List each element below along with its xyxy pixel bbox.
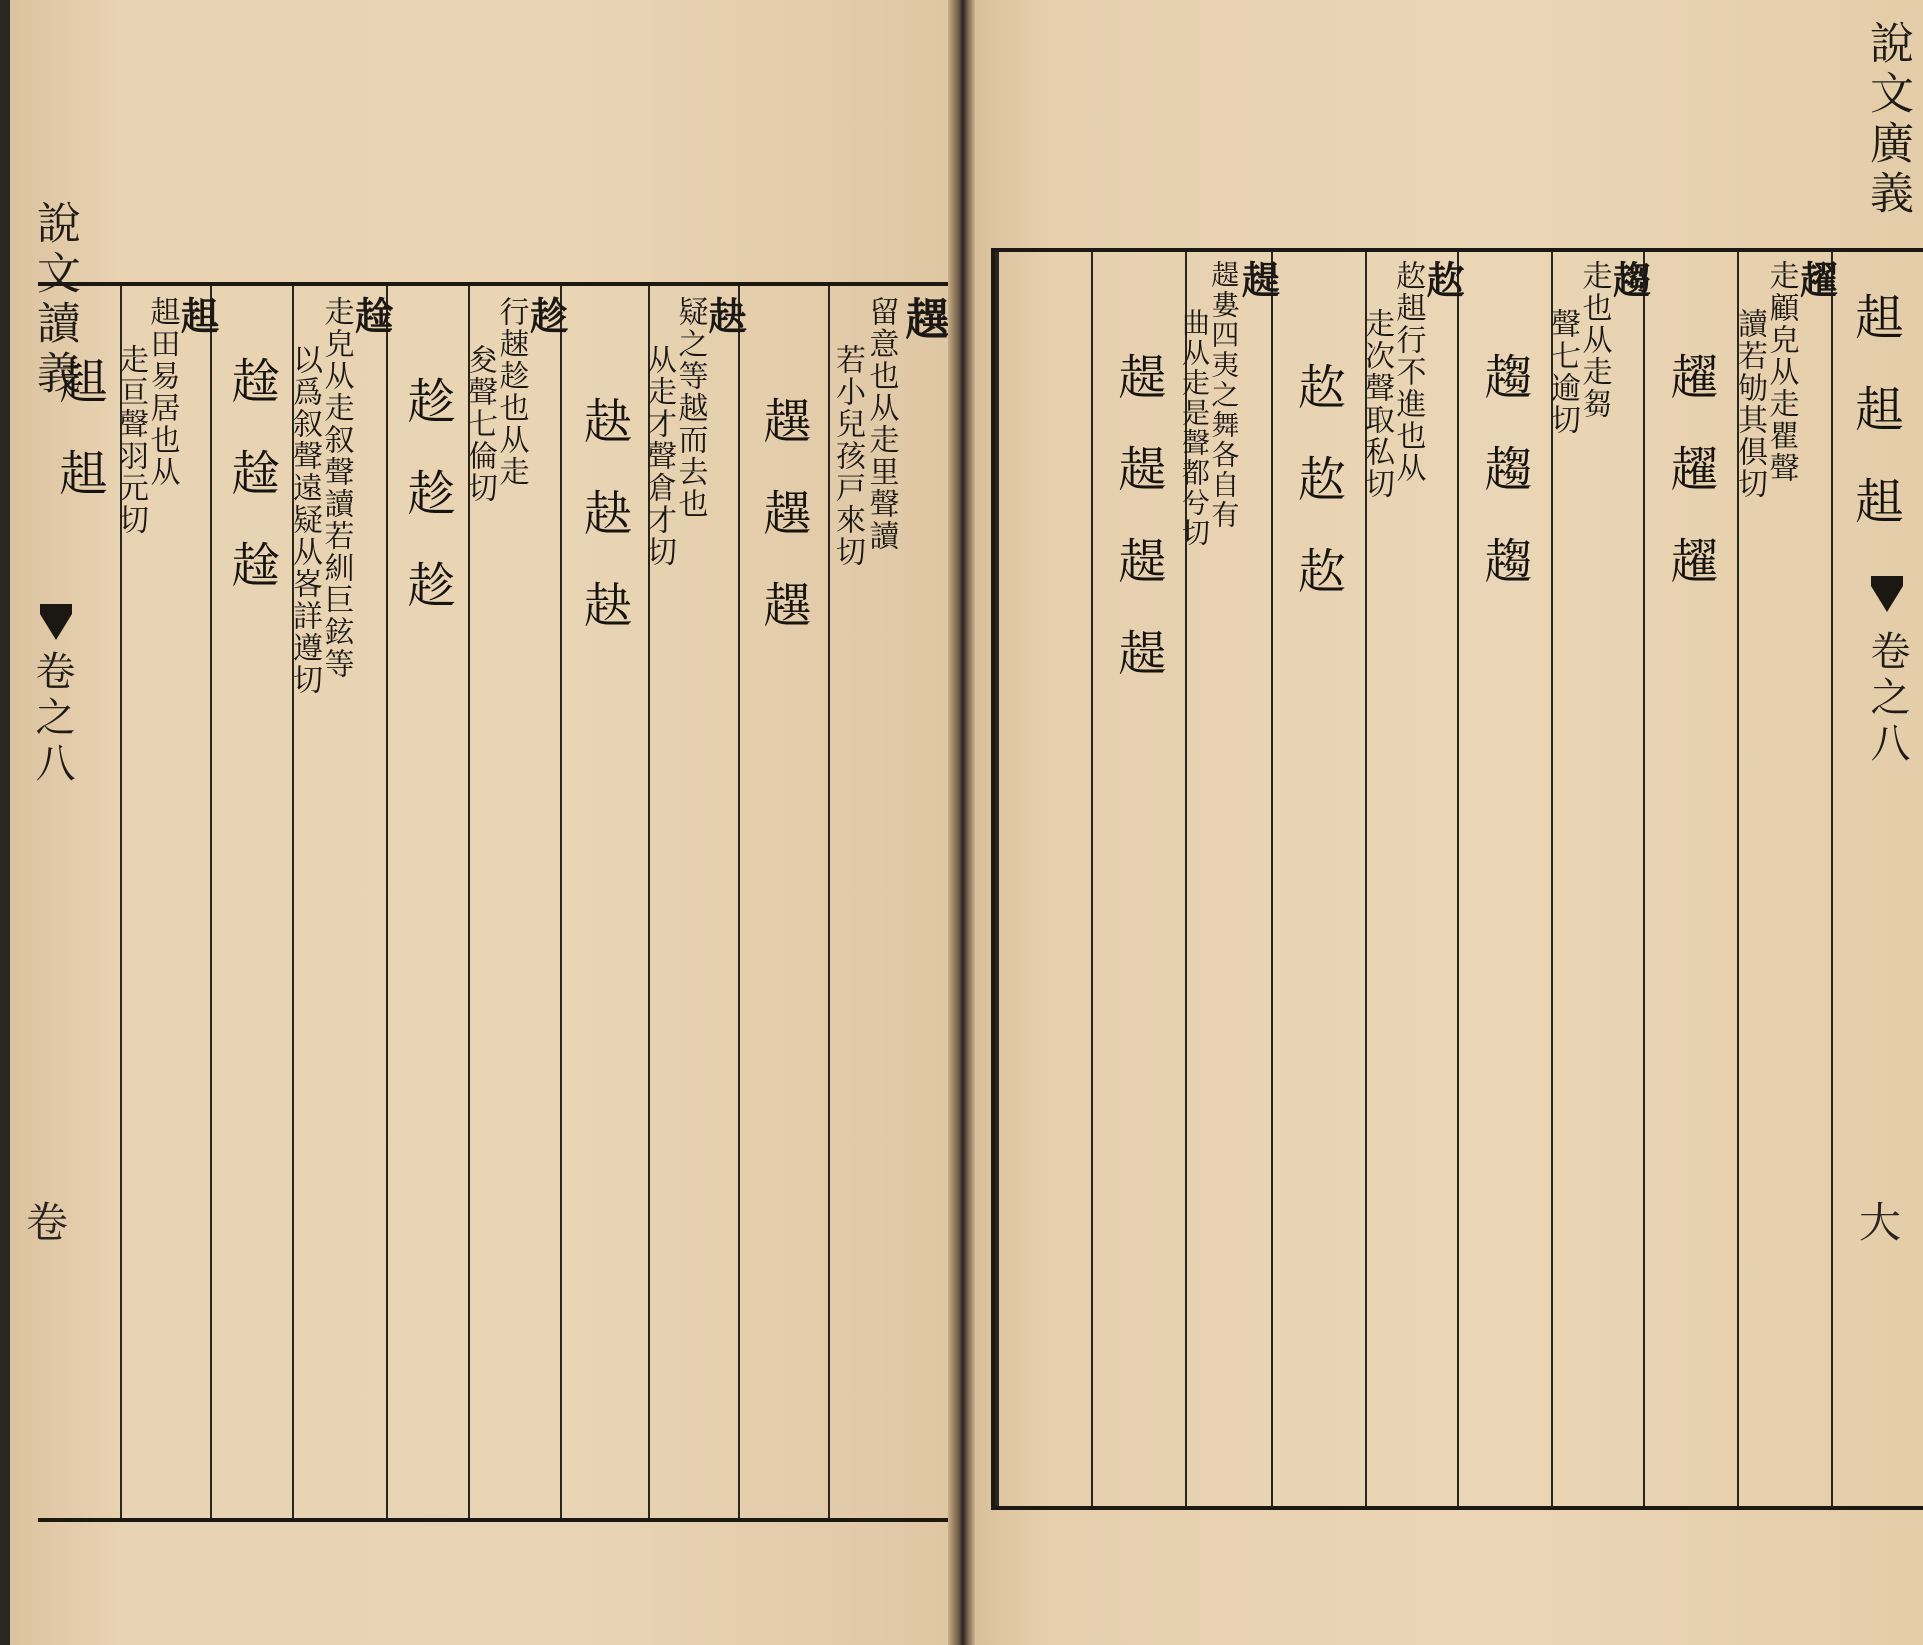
- headword: 赼: [1420, 260, 1466, 302]
- left-seal-1: [560, 396, 648, 1518]
- left-entry-3: [287, 296, 394, 1518]
- gloss-line: 赼趄行不進也从: [1390, 260, 1426, 484]
- gloss-line: 趧婁四夷之舞各自有: [1207, 260, 1241, 530]
- right-seal-1: [1643, 352, 1737, 1506]
- left-volume-label: 卷之八: [29, 650, 75, 788]
- right-seal-3: [1271, 362, 1365, 1506]
- right-seal-2: [1457, 352, 1551, 1506]
- left-entry-1: [641, 296, 748, 1518]
- headword: 趧: [1235, 260, 1281, 302]
- seal-glyphs: 趄趄趄: [1847, 292, 1903, 568]
- gloss-line: 曲从走是聲都兮切: [1178, 308, 1211, 548]
- left-margin-title: 說文讀義: [29, 200, 80, 400]
- seal-glyphs: 趛趛趛: [223, 356, 279, 632]
- headword: 趁: [523, 296, 569, 338]
- seal-glyphs: 趩趩趩: [755, 396, 811, 672]
- right-entry-1: [1732, 260, 1839, 1506]
- seal-glyphs: 趧趧趧趧: [1110, 352, 1166, 720]
- left-seal-0: [738, 396, 828, 1518]
- gloss-line: 走也从走芻: [1576, 260, 1612, 420]
- gloss-line: 留意也从走里聲讀: [863, 296, 899, 552]
- headword: 趯: [1793, 260, 1839, 302]
- right-entry-4: [1178, 260, 1281, 1506]
- seal-glyphs: 赽赽赽: [576, 396, 632, 672]
- right-text-frame: [991, 248, 1923, 1510]
- right-page: [975, 0, 1923, 1645]
- right-volume-label: 卷之八: [1864, 630, 1910, 768]
- headword: 趄: [174, 296, 220, 338]
- gloss-line: 若小兒孩戸來切: [830, 344, 865, 568]
- seal-glyphs: 趁趁趁: [399, 376, 455, 652]
- headword: 赽: [702, 296, 748, 338]
- right-folio: 大: [1859, 1198, 1902, 1247]
- gloss-line: 聲七逾切: [1545, 308, 1580, 436]
- right-margin-title: 說文廣義: [1862, 20, 1913, 220]
- left-folio: 卷: [26, 1198, 69, 1247]
- headword: 趛: [348, 296, 394, 338]
- left-page: [10, 0, 948, 1645]
- seal-glyphs: 赼赼赼: [1290, 362, 1346, 638]
- gloss-line: 夋聲七倫切: [462, 344, 497, 504]
- gloss-line: 行趚趁也从走: [493, 296, 529, 488]
- right-entry-2: [1545, 260, 1652, 1506]
- headword: 趩: [897, 296, 949, 344]
- left-entry-4: [113, 296, 220, 1518]
- seal-glyphs: 趯趯趯: [1662, 352, 1718, 628]
- left-seal-3: [210, 356, 292, 1518]
- right-entry-3: [1359, 260, 1466, 1506]
- left-text-frame: [38, 282, 955, 1522]
- right-seal-4: [1091, 352, 1185, 1506]
- left-entry-2: [462, 296, 569, 1518]
- headword: 趨: [1606, 260, 1652, 302]
- left-seal-4: [38, 356, 120, 1518]
- gloss-line: 走亘聲羽元切: [113, 344, 148, 536]
- right-seal-0: [1831, 292, 1919, 1506]
- gloss-line: 疑之等越而去也: [672, 296, 708, 520]
- gloss-line: 走顧皃从走瞿聲: [1763, 260, 1799, 484]
- left-seal-2: [386, 376, 468, 1518]
- gloss-line: 从走才聲倉才切: [641, 344, 676, 568]
- seal-glyphs: 趨趨趨: [1476, 352, 1532, 628]
- gloss-line: 以爲叙聲遠疑从峉詳遵切: [287, 344, 322, 696]
- seal-glyphs: 趄趄: [51, 356, 107, 540]
- gloss-line: 走次聲取私切: [1359, 308, 1394, 500]
- left-entry-0: [828, 296, 948, 1518]
- gloss-line: 趄田易居也从: [144, 296, 180, 488]
- book-gutter: [948, 0, 975, 1645]
- gloss-line: 走皃从走叙聲讀若紃巨鉉等: [318, 296, 354, 680]
- gloss-line: 讀若劬其俱切: [1732, 308, 1767, 500]
